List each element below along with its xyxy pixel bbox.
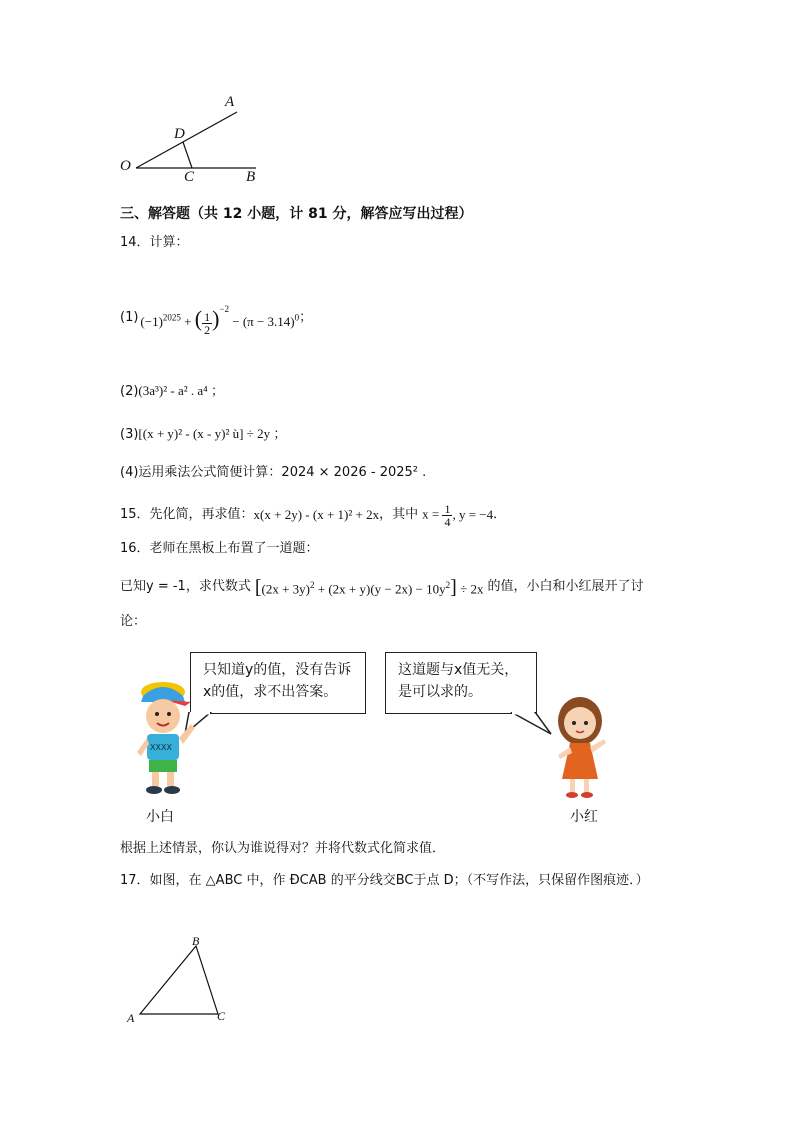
q16-line1: [120, 574, 643, 600]
q14-part1: [120, 298, 312, 338]
svg-text:XXXX: XXXX: [150, 743, 172, 752]
triangle-label-A: A: [127, 1011, 135, 1025]
label-O: O: [120, 158, 131, 174]
q14-part3: [120, 425, 286, 444]
angle-figure: [110, 90, 290, 190]
q15-cond-y: , y = −4: [452, 507, 494, 522]
q14-part2: [120, 382, 224, 401]
q14-part4-text: 运用乘法公式简便计算：2024 × 2026 - 2025² .: [138, 465, 427, 480]
q16-question: 根据上述情景，你认为谁说得对？并将代数式化简求值．: [120, 841, 446, 856]
q16-expression: $[(2x + 3y)^2 + (2x + y)(y - 2x) - 10y^2] \div 2x$: [254, 576, 484, 599]
label-B: B: [246, 169, 256, 185]
q16-line1-b: 的值，小白和小红展开了讨: [487, 579, 644, 594]
q14-part1-expr: $(-1)^{2025}$ + ( $\frac{1}{2}$ )$^{-2} - (\pi - 3.14)^0$: [140, 304, 300, 337]
speech-bubble-right: [385, 652, 537, 714]
q15-expr: x(x + 2y) - (x + 1)² + 2x: [253, 507, 380, 522]
boy-character-illustration: [125, 680, 205, 800]
q14-part2-expr: (3a³)² - a² . a⁴ ；: [138, 383, 224, 398]
q15: [120, 500, 506, 530]
q14-part4-label: (4): [120, 465, 139, 480]
girl-character-illustration: [548, 695, 612, 805]
q16-line1-a: 已知y = -1，求代数式: [120, 579, 251, 594]
q15-mid: ，其中: [379, 507, 419, 522]
label-C: C: [184, 169, 195, 185]
q16-title: 16．老师在黑板上布置了一道题：: [120, 541, 319, 556]
q14-title: 14．计算：: [120, 235, 189, 250]
q17-text: 17．如图，在 △ABC 中，作 ÐCAB 的平分线交BC于点 D；（不写作法，只保留作图痕迹．）: [120, 873, 649, 888]
section-heading: 三、解答题（共 12 小题，计 81 分，解答应写出过程）: [120, 206, 473, 222]
q14-part3-expr: [(x + y)² - (x - y)² ù] ÷ 2y ；: [138, 426, 287, 441]
speech-bubble-left: [190, 652, 366, 714]
bubble-right-text: 这道题与x值无关，是可以求的。: [398, 662, 519, 700]
q16-line2: 论：: [120, 614, 147, 629]
triangle-label-B: B: [192, 934, 200, 948]
q14-part3-label: (3): [120, 427, 139, 442]
triangle-label-C: C: [217, 1009, 226, 1023]
name-left: 小白: [146, 809, 174, 825]
bubble-left-text: 只知道y的值，没有告诉x的值，求不出答案。: [203, 662, 352, 700]
q14-part1-tail: ；: [299, 310, 313, 325]
bubble-right-tail: [505, 712, 553, 736]
q14-part1-label: (1): [120, 310, 139, 325]
fraction-one-half: $\frac{1}{2}$: [204, 309, 211, 337]
label-D: D: [174, 126, 185, 142]
q15-lead: 15．先化简，再求值：: [120, 507, 254, 522]
q15-end: ．: [493, 507, 507, 522]
label-A: A: [225, 94, 235, 110]
q15-cond-x: x = $\frac{1}{4}$: [422, 501, 451, 529]
q14-part2-label: (2): [120, 384, 139, 399]
q14-part4: [120, 464, 426, 482]
name-right: 小红: [570, 809, 598, 825]
